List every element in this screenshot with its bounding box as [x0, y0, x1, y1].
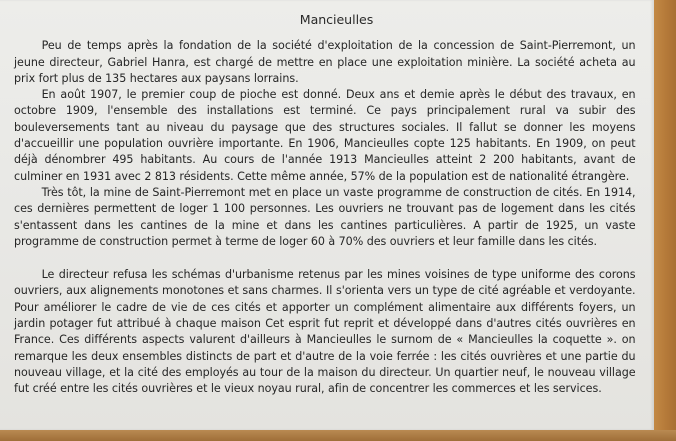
wooden-frame-bottom [0, 430, 676, 441]
paragraph-foundation: Peu de temps après la fondation de la société d'exploitation de la concession de Saint-Pierremont, un jeune directeur, Gabriel Hanra, est chargé de mettre en place une exploitation minière. La société acheta au prix fort plus de 135 hectares aux paysans lorrains. [14, 39, 636, 85]
document-body [14, 12, 645, 398]
paragraph-urbanism: Le directeur refusa les schémas d'urbanisme retenus par les mines voisines de type uniforme des corons ouvriers, aux alignements monotones et sans charmes. Il s'orienta vers un type de cité agréable et verdoyante. Pour améliorer le cadre de vie de ces cités et apporter un complément alimentaire aux différents foyers, un jardin potager fut attribué à chaque maison Cet esprit fut reprit et développé dans d'autres cités ouvrières en France. Ces différents aspects valurent d'ailleurs à Mancieulles le surnom de « Mancieulles la coquette ». on remarque les deux ensembles distincts de part et d'autre de la voie ferrée : les cités ouvrières et une partie du nouveau village, et la cité des employés au tour de la maison du directeur. Un quartier neuf, le nouveau village fut créé entre les cités ouvrières et le vieux noyau rural, afin de concentrer les commerces et les services. [14, 268, 636, 396]
paragraph-housing-program: Très tôt, la mine de Saint-Pierremont met en place un vaste programme de construction de cités. En 1914, ces dernières permettent de loger 1 100 personnes. Les ouvriers ne trouvant pas de logement dans les cités s'entassent dans les cantines de la mine et dans les cantines particulières. A partir de 1925, un vaste programme de construction permet à terme de loger 60 à 70% des ouvriers et leur famille dans les cités. [14, 185, 636, 248]
paragraph-population: En août 1907, le premier coup de pioche est donné. Deux ans et demie après le début des travaux, en octobre 1909, l'ensemble des installations est terminé. Ce pays principalement rural va subir des bouleversements tant au niveau du paysage que des structures sociales. Il fallut se donner les moyens d'accueillir une population ouvrière importante. En 1906, Mancieulles copte 125 habitants. En 1909, on peut déjà dénombrer 495 habitants. Au cours de l'année 1913 Mancieulles atteint 2 200 habitants, avant de culminer en 1931 avec 2 813 résidents. Cette même année, 57% de la population est de nationalité étrangère. [14, 88, 636, 183]
wooden-frame-right [654, 0, 676, 441]
document-title: Mancieulles [299, 12, 374, 27]
paragraph-spacer [14, 250, 645, 267]
